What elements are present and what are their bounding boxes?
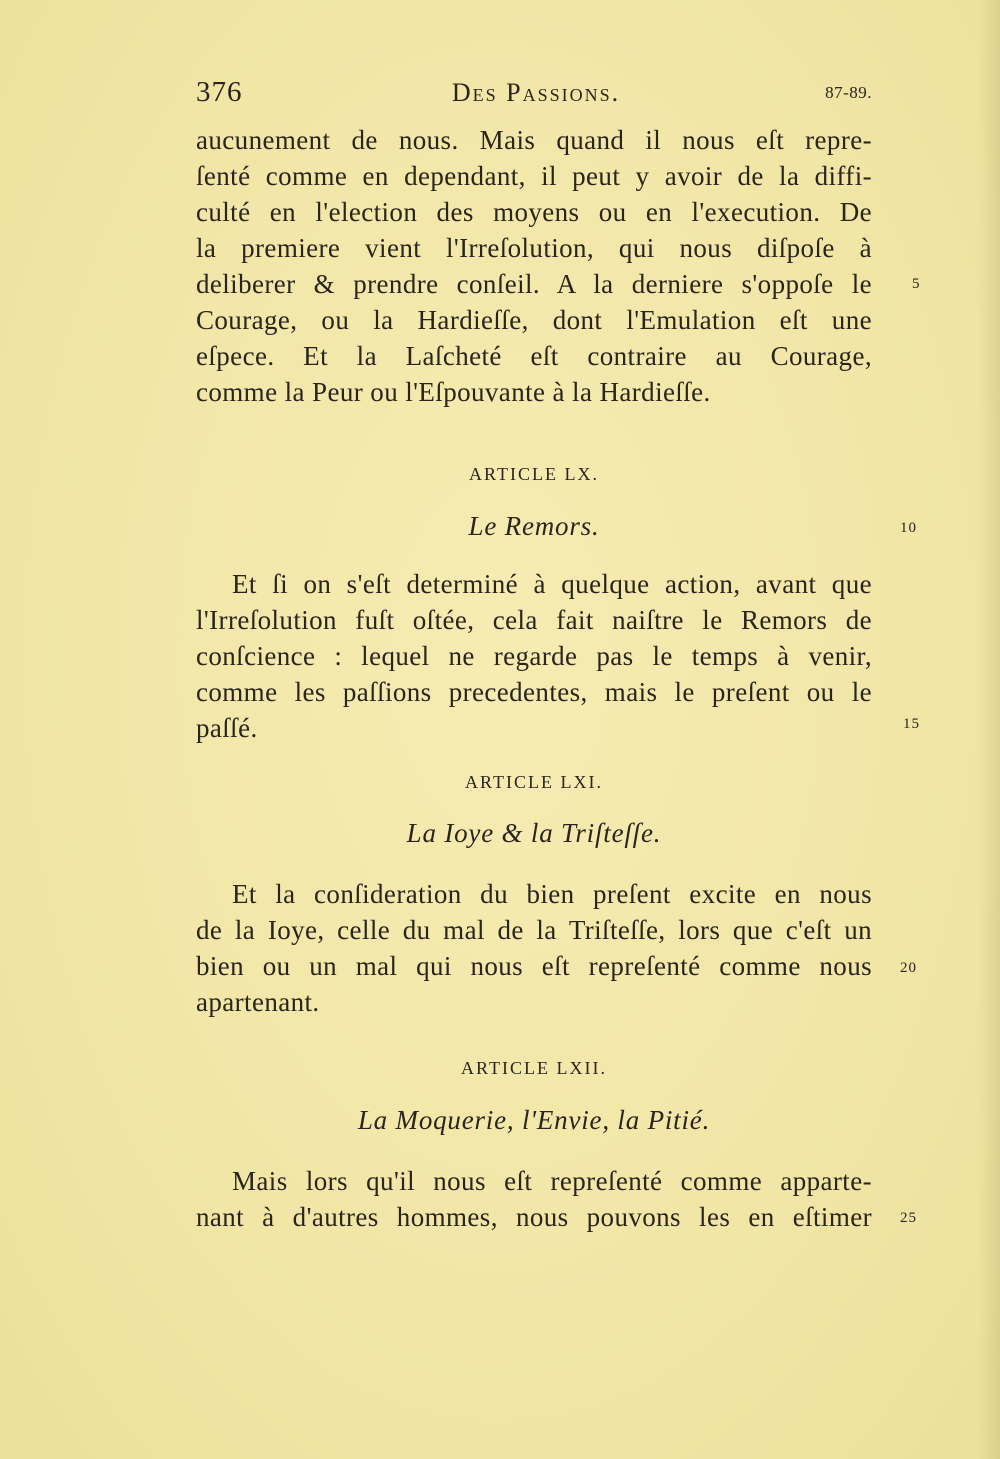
text-line: apartenant. xyxy=(196,987,320,1017)
line-number: 10 xyxy=(900,520,917,536)
article-heading: ARTICLE LXI. xyxy=(465,772,603,792)
line-number: 5 xyxy=(912,276,921,292)
line-number: 25 xyxy=(900,1210,917,1226)
text-line: paſſé. xyxy=(196,713,258,743)
text-line: l'Irreſolution fuſt oſtée, cela fait naiſtre le Remors de xyxy=(196,605,872,635)
text-line: la premiere vient l'Irreſolution, qui nous diſpoſe à xyxy=(196,233,872,263)
article-heading: ARTICLE LXII. xyxy=(461,1058,607,1078)
article-heading: ARTICLE LX. xyxy=(469,464,599,484)
page-number: 376 xyxy=(196,76,243,108)
text-line: Et la conſideration du bien preſent excite en nous xyxy=(232,879,872,909)
article-paragraph xyxy=(196,876,872,1020)
page-edge-shadow xyxy=(978,0,1000,1459)
article-title: La Ioye & la Triſteſſe. xyxy=(406,818,662,848)
text-line: bien ou un mal qui nous eſt repreſenté comme nous xyxy=(196,951,872,981)
line-number: 20 xyxy=(900,960,917,976)
article-title: Le Remors. xyxy=(468,511,600,541)
article-paragraph xyxy=(196,566,872,746)
text-line: de la Ioye, celle du mal de la Triſteſſe, lors que c'eſt un xyxy=(196,915,872,945)
text-line: deliberer & prendre conſeil. A la derniere s'oppoſe le xyxy=(196,269,872,299)
article-paragraph xyxy=(196,1163,872,1235)
text-line: eſpece. Et la Laſcheté eſt contraire au Courage, xyxy=(196,341,872,371)
article-title: La Moquerie, l'Envie, la Pitié. xyxy=(357,1105,711,1135)
text-line: Et ſi on s'eſt determiné à quelque action, avant que xyxy=(232,569,872,599)
text-line: Mais lors qu'il nous eſt repreſenté comme appartе- xyxy=(232,1166,872,1196)
folio-reference: 87-89. xyxy=(825,83,872,102)
text-line: aucunement de nous. Mais quand il nous eſt repre- xyxy=(196,125,872,155)
running-title: Des Passions. xyxy=(451,78,621,107)
text-line: comme les paſſions precedentes, mais le preſent ou le xyxy=(196,677,872,707)
text-line: ſenté comme en dependant, il peut y avoir de la diffi- xyxy=(196,161,872,191)
running-header xyxy=(196,72,876,112)
text-line: Courage, ou la Hardieſſe, dont l'Emulation eſt une xyxy=(196,305,872,335)
line-number: 15 xyxy=(903,716,920,732)
opening-paragraph xyxy=(196,122,872,410)
text-line: comme la Peur ou l'Eſpouvante à la Hardieſſe. xyxy=(196,377,711,407)
text-line: nant à d'autres hommes, nous pouvons les en eſtimer xyxy=(196,1202,872,1232)
text-line: conſcience : lequel ne regarde pas le temps à venir, xyxy=(196,641,872,671)
text-line: culté en l'election des moyens ou en l'execution. De xyxy=(196,197,872,227)
